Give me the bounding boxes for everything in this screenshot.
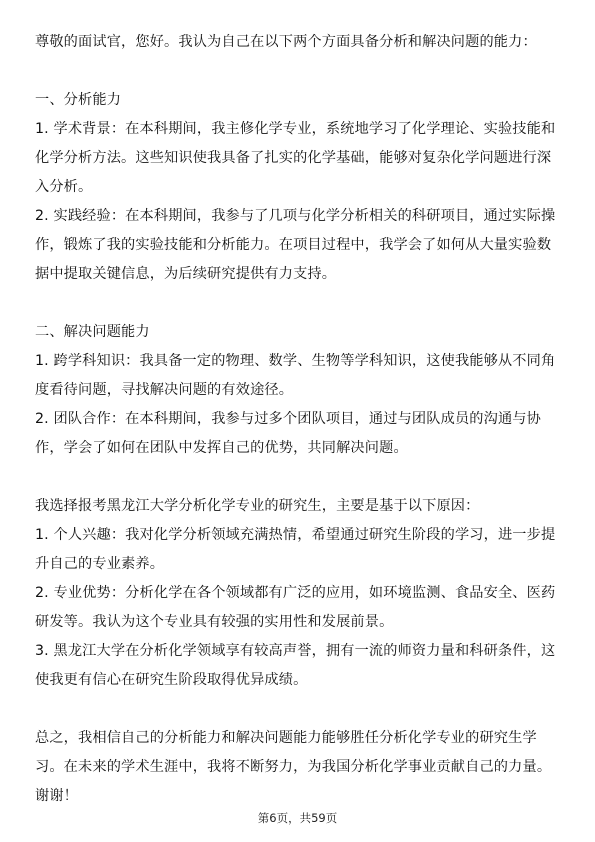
section-heading-problem-solving: 二、解决问题能力 [35, 324, 150, 340]
reasons-intro: 我选择报考黑龙江大学分析化学专业的研究生，主要是基于以下原因： [35, 498, 480, 514]
problem-solving-item-2: 2. 团队合作：在本科期间，我参与过多个团队项目，通过与团队成员的沟通与协作，学会了如何在团队中发挥自己的优势，共同解决问题。 [35, 411, 541, 456]
conclusion-paragraph: 总之，我相信自己的分析能力和解决问题能力能够胜任分析化学专业的研究生学习。在未来的学术生涯中，我将不断努力，为我国分析化学事业贡献自己的力量。谢谢！ [35, 730, 552, 804]
reason-item-2: 2. 专业优势：分析化学在各个领域都有广泛的应用，如环境监测、食品安全、医药研发等。我认为这个专业具有较强的实用性和发展前景。 [35, 585, 556, 630]
section-heading-analysis: 一、分析能力 [35, 92, 122, 108]
reason-item-3: 3. 黑龙江大学在分析化学领域享有较高声誉，拥有一流的师资力量和科研条件，这使我更有信心在研究生阶段取得优异成绩。 [35, 643, 556, 688]
spacer [35, 463, 560, 492]
reason-item-1: 1. 个人兴趣：我对化学分析领域充满热情，希望通过研究生阶段的学习，进一步提升自己的专业素养。 [35, 527, 556, 572]
spacer [35, 57, 560, 86]
spacer [35, 695, 560, 724]
spacer [35, 289, 560, 318]
document-body [35, 28, 560, 811]
intro-paragraph: 尊敬的面试官，您好。我认为自己在以下两个方面具备分析和解决问题的能力： [35, 34, 537, 50]
analysis-item-2: 2. 实践经验：在本科期间，我参与了几项与化学分析相关的科研项目，通过实际操作，锻炼了我的实验技能和分析能力。在项目过程中，我学会了如何从大量实验数据中提取关键信息，为后续研究提供有力支持。 [35, 208, 556, 282]
analysis-item-1: 1. 学术背景：在本科期间，我主修化学专业，系统地学习了化学理论、实验技能和化学分析方法。这些知识使我具备了扎实的化学基础，能够对复杂化学问题进行深入分析。 [35, 121, 556, 195]
page-number-footer: 第6页，共59页 [257, 811, 338, 825]
problem-solving-item-1: 1. 跨学科知识：我具备一定的物理、数学、生物等学科知识，这使我能够从不同角度看待问题，寻找解决问题的有效途径。 [35, 353, 556, 398]
